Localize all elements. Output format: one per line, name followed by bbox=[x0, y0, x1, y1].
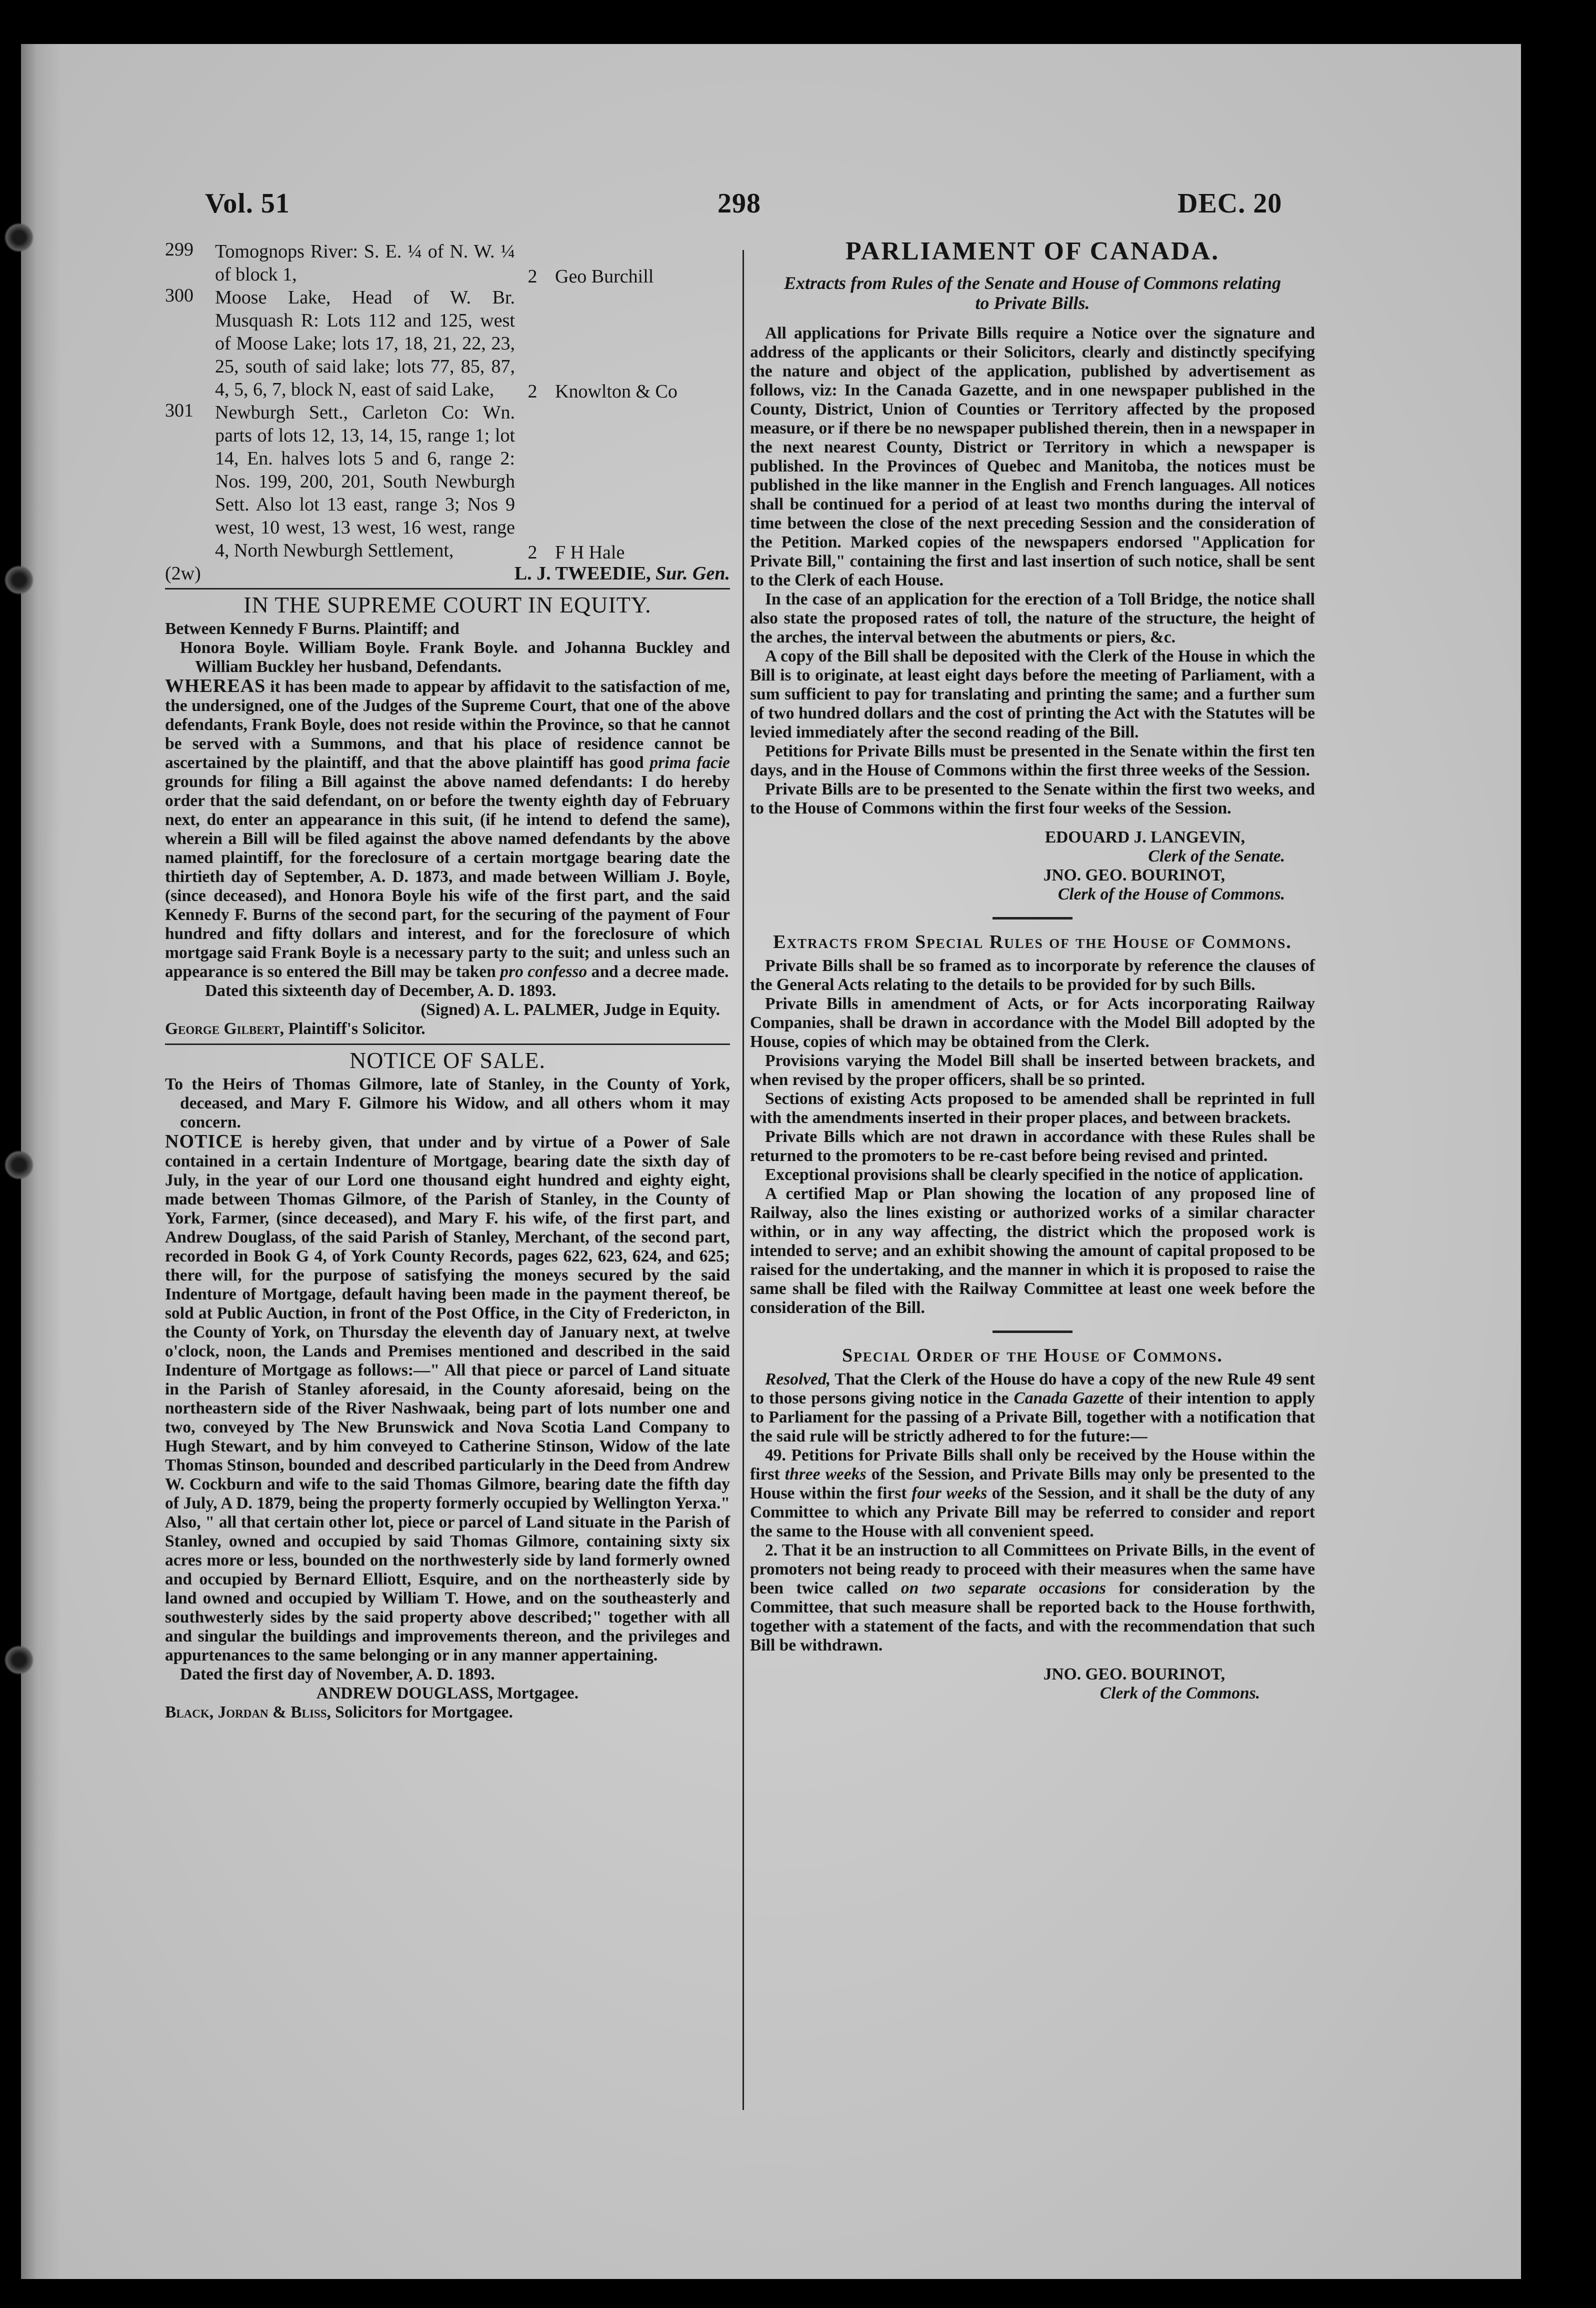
notice-text: is hereby given, that under and by virtue of a Power of Sale contained in a certain Indenture of Mortgage, bearing date the sixth day of July, in the year of our Lord one thousand eight hundred and eighty eight, made between Thomas Gilmore, of the Parish of Stanley, in the County of York, Farmer, (since deceased), and Mary F. his wife, of the first part, and Andrew Douglass, of the said Parish of Stanley, Merchant, of the second part, recorded in Book G 4, of York County Records, pages 622, 623, 624, and 625; there will, for the purpose of satisfying the moneys secured by the said Indenture of Mortgage, default having been made in the payment thereof, be sold at Public Auction, in front of the Post Office, in the City of Fredericton, in the County of York, on Thursday the eleventh day of January next, at twelve o'clock, noon, the Lands and Premises mentioned and described in the said Indenture of Mortgage as follows:—" All that piece or parcel of Land situate in the Parish of Stanley aforesaid, in the County aforesaid, being on the northeastern side of the River Nashwaak, being part of lots number one and two, conveyed by The New Brunswick and Nova Scotia Land Company to Hugh Stewart, and by him conveyed to Catherine Stinson, Widow of the late Thomas Stinson, bounded and described particularly in the Deed from Andrew W. Cockburn and wife to the said Thomas Gilmore, bearing date the fifth day of July, A D. 1879, being the property formerly occupied by Wellington Yerxa." Also, " all that certain other lot, piece or parcel of Land situate in the Parish of Stanley, owned and occupied by said Thomas Gilmore, containing sixty six acres more or less, bounded on the northwesterly side by land formerly owned and occupied by Bernard Elliott, Esquire, and on the northeasterly side by land owned and occupied by William T. Howe, and on the southeasterly and southwesterly sides by the said property above described;" together with all and singular the buildings and improvements thereon, and the privileges and appurtenances to the same belonging or in any manner appertaining. bbox=[165, 1133, 730, 1664]
special-rule: Sections of existing Acts proposed to be amended shall be reprinted in full with the amendments inserted in their proper places, and between brackets. bbox=[750, 1090, 1315, 1127]
private-bill-rule: All applications for Private Bills require a Notice over the signature and address of the applicants or their Solicitors, clearly and distinctly specifying the nature and object of the application, published by advertisement as follows, viz: In the Canada Gazette, and in one newspaper published in the County, District, Union of Counties or Territory affected by the proposed measure, or if there be no newspaper published therein, then in a newspaper in the next nearest County, District or Territory in which a newspaper is published. In the Provinces of Quebec and Manitoba, the notices must be published in the like manner in the English and French languages. All notices shall be continued for a period of at least two months during the interval of time between the close of the next preceding Session and the consideration of the Petition. Marked copies of the newspapers endorsed "Application for Private Bill," containing the first and last insertion of such notice, shall be sent to the Clerk of each House. bbox=[750, 324, 1315, 590]
rule-49 bbox=[750, 1446, 1315, 1541]
parliament-subtitle: Extracts from Rules of the Senate and House of Commons relating to Private Bills. bbox=[784, 273, 1282, 313]
resolution-text-italic: Canada Gazette bbox=[1014, 1389, 1124, 1408]
rule-2-italic: on two separate occasions bbox=[900, 1579, 1106, 1598]
section-rule bbox=[992, 917, 1072, 920]
rule-49-italic-2: four weeks bbox=[912, 1484, 988, 1502]
notice-of-sale-title: NOTICE OF SALE. bbox=[350, 1048, 546, 1073]
special-rule: A certified Map or Plan showing the location of any proposed line of Railway, also the lines existing or authorized works of a similar character within, or in any way affecting, the district which the proposed work is intended to serve; and an exhibit showing the amount of capital proposed to be raised for the undertaking, and the manner in which it is proposed to raise the same shall be filed with the Railway Committee at least one week before the consideration of the Bill. bbox=[750, 1184, 1315, 1317]
supreme-court-notice bbox=[165, 592, 730, 1038]
rule-49-text-1: 49. Petitions for Private Bills shall only be received by the House within the first bbox=[750, 1446, 1315, 1484]
resolution-text-2: of their intention to apply to Parliament for the passing of a Private Bill, together with a notification that the said rule will be strictly adhered to for the future:— bbox=[750, 1389, 1316, 1446]
solicitor-name: George Gilbert, bbox=[165, 1020, 284, 1038]
land-row-number: 300 bbox=[165, 285, 194, 306]
commons-clerk-name: JNO. GEO. BOURINOT, bbox=[1043, 1665, 1225, 1684]
binding-pin-icon bbox=[4, 222, 34, 252]
notice-of-sale bbox=[165, 1048, 730, 1722]
notice-body bbox=[165, 1132, 730, 1665]
rule-2-text-2: for consideration by the Committee, that such measure shall be reported back to the House forthwith, together with a statement of the facts, and with the recommendation that such Bill be withdrawn. bbox=[750, 1579, 1315, 1654]
insertion-code: (2w) bbox=[165, 563, 201, 584]
order-text-3: and a decree made. bbox=[587, 962, 729, 981]
order-text-2: grounds for filing a Bill against the above named defendants: I do hereby order that the said defendant, on or before the twenty eighth day of February next, do enter an appearance in this suit, (if he intend to defend the same), wherein a Bill will be filed against the above named defendants by the above named plaintiff, for the foreclosure of a certain mortgage bearing date the thirtieth day of September, A. D. 1873, and made between William J. Boyle, (since deceased), and Honora Boyle his wife of the first part, and the said Kennedy F. Burns of the second part, for the securing of the payment of Four hundred and fifty dollars and interest, and for the foreclosure of which mortgage said Frank Boyle is a necessary party to the suit; and unless such an appearance is so entered the Bill may be taken bbox=[165, 772, 730, 981]
parties-defendants: Honora Boyle. William Boyle. Frank Boyle. and Johanna Buckley and William Buckley her husband, Defendants. bbox=[180, 638, 730, 676]
surveyor-general-signature bbox=[345, 564, 730, 583]
mortgagee-solicitors bbox=[165, 1703, 730, 1722]
land-list-footer bbox=[165, 564, 730, 583]
plaintiff-solicitor bbox=[165, 1020, 730, 1038]
special-rule: Private Bills which are not drawn in accordance with these Rules shall be returned to the promoters to be re-cast before being revised and printed. bbox=[750, 1128, 1315, 1165]
surveyor-general-title: Sur. Gen. bbox=[656, 563, 730, 584]
land-list bbox=[165, 240, 730, 583]
resolution-text-1: That the Clerk of the House do have a copy of the new Rule 49 sent to those persons giving notice in the bbox=[750, 1370, 1315, 1408]
binding-pin-icon bbox=[4, 565, 34, 595]
resolved-word: Resolved, bbox=[765, 1370, 831, 1388]
binding-pin-icon bbox=[4, 1645, 34, 1675]
private-bill-rule: Private Bills are to be presented to the Senate within the first two weeks, and to the House of Commons within the first four weeks of the Session. bbox=[750, 780, 1315, 818]
order-dated: Dated this sixteenth day of December, A. D. 1893. bbox=[205, 982, 556, 1000]
solicitors-role: Solicitors for Mortgagee. bbox=[330, 1703, 513, 1722]
land-row-description: Tomognops River: S. E. ¼ of N. W. ¼ of block 1, bbox=[215, 241, 515, 285]
private-bill-rule: In the case of an application for the erection of a Toll Bridge, the notice shall also state the proposed rates of toll, the nature of the structure, the height of the arches, the interval between the abutments or piers, &c. bbox=[750, 590, 1315, 646]
right-column bbox=[750, 237, 1316, 2105]
land-row bbox=[165, 401, 730, 562]
column-divider bbox=[742, 250, 744, 2110]
commons-clerk-title: Clerk of the House of Commons. bbox=[1058, 885, 1285, 904]
supreme-court-title: IN THE SUPREME COURT IN EQUITY. bbox=[244, 592, 652, 618]
page-number: 298 bbox=[718, 188, 761, 219]
order-text-italic: prima facie bbox=[650, 754, 730, 772]
notice-dated: Dated the first day of November, A. D. 1893. bbox=[180, 1665, 495, 1684]
order-text-1: it has been made to appear by affidavit to the satisfaction of me, the undersigned, one of the Judges of the Supreme Court, that one of the above defendants, Frank Boyle, does not reside within the Province, so that he cannot be served with a Summons, and that his place of residence cannot be ascertained by the plaintiff, and that the above plaintiff has good bbox=[165, 678, 730, 772]
resolution bbox=[750, 1370, 1315, 1446]
private-bill-rule: A copy of the Bill shall be deposited with the Clerk of the House in which the Bill is to originate, at least eight days before the meeting of Parliament, with a sum sufficient to pay for translating and printing the same; and a further sum of two hundred dollars and the cost of printing the Act with the Statutes will be levied immediately after the second reading of the Bill. bbox=[750, 647, 1315, 742]
rule-49-text-2: of the Session, and Private Bills may only be presented to the House within the first bbox=[750, 1465, 1315, 1502]
judge-signature: (Signed) A. L. PALMER, Judge in Equity. bbox=[420, 1000, 720, 1019]
whereas-word: WHEREAS bbox=[165, 676, 266, 696]
rule-2-text-1: 2. That it be an instruction to all Committees on Private Bills, in the event of promoters not being ready to proceed with their measures when the same have been twice called bbox=[750, 1541, 1315, 1598]
rule-2 bbox=[750, 1541, 1315, 1655]
left-column bbox=[165, 240, 730, 2105]
special-order-title: Special Order of the House of Commons. bbox=[842, 1345, 1223, 1366]
issue-date: DEC. 20 bbox=[1178, 188, 1282, 219]
special-rule: Provisions varying the Model Bill shall be inserted between brackets, and when revised by the proper officers, shall be so printed. bbox=[750, 1052, 1315, 1089]
notice-addressees: To the Heirs of Thomas Gilmore, late of Stanley, in the County of York, deceased, and Mary F. Gilmore his Widow, and all others whom it may concern. bbox=[165, 1075, 730, 1132]
solicitors-name: Black, Jordan & Bliss, bbox=[165, 1703, 331, 1722]
parliament-title: PARLIAMENT OF CANADA. bbox=[845, 237, 1220, 266]
commons-clerk-name: JNO. GEO. BOURINOT, bbox=[1043, 866, 1225, 884]
binding-pin-icon bbox=[4, 1150, 34, 1180]
land-row-number: 301 bbox=[165, 400, 194, 421]
land-row-owner: F H Hale bbox=[555, 542, 625, 563]
special-rule: Exceptional provisions shall be clearly specified in the notice of application. bbox=[765, 1166, 1304, 1184]
senate-clerk-name: EDOUARD J. LANGEVIN, bbox=[1044, 828, 1245, 846]
special-rules-title: Extracts from Special Rules of the House of Commons. bbox=[773, 932, 1292, 952]
commons-clerk-title: Clerk of the Commons. bbox=[1100, 1684, 1260, 1702]
volume-label: Vol. 51 bbox=[205, 188, 290, 219]
special-rule: Private Bills in amendment of Acts, or for Acts incorporating Railway Companies, shall be drawn in accordance with the Model Bill adopted by the House, copies of which may be obtained from the Clerk. bbox=[750, 994, 1315, 1051]
senate-clerk-title: Clerk of the Senate. bbox=[1148, 847, 1285, 866]
solicitor-role: Plaintiff's Solicitor. bbox=[284, 1020, 426, 1038]
land-row-description: Newburgh Sett., Carleton Co: Wn. parts of lots 12, 13, 14, 15, range 1; lot 14, En. halves lots 5 and 6, range 2: Nos. 199, 200, 201, South Newburgh Sett. Also lot 13 east, range 3; Nos 9 west, 10 west, 13 west, 16 west, range 4, North Newburgh Settlement, bbox=[215, 402, 515, 561]
special-rule: Private Bills shall be so framed as to incorporate by reference the clauses of the General Acts relating to the details to be provided for by such Bills. bbox=[750, 956, 1315, 994]
notice-word: NOTICE bbox=[165, 1131, 243, 1152]
section-rule bbox=[992, 1330, 1072, 1333]
mortgagee-signature: ANDREW DOUGLASS, Mortgagee. bbox=[316, 1684, 579, 1702]
land-row-description: Moose Lake, Head of W. Br. Musquash R: Lots 112 and 125, west of Moose Lake; lots 17, 18, 21, 22, 23, 25, south of said lake; lots 77, 85, 87, 4, 5, 6, 7, block N, east of said Lake, bbox=[215, 287, 515, 400]
private-bill-rule: Petitions for Private Bills must be presented in the Senate within the first ten days, and in the House of Commons within the first three weeks of the Session. bbox=[750, 742, 1315, 780]
surveyor-general-name: L. J. TWEEDIE, bbox=[514, 563, 651, 584]
land-row bbox=[165, 240, 730, 286]
land-row-owner: Geo Burchill bbox=[555, 266, 654, 287]
order-text-italic-2: pro confesso bbox=[500, 962, 588, 981]
land-row-number: 299 bbox=[165, 239, 194, 260]
rule-49-italic-1: three weeks bbox=[784, 1465, 866, 1484]
land-row-quantity: 2 bbox=[528, 542, 538, 563]
order-body bbox=[165, 676, 730, 982]
rule-49-text-3: of the Session, and it shall be the duty of any Committee to which any Private Bill may be referred to consider and report the same to the House with all convenient speed. bbox=[750, 1484, 1315, 1540]
section-rule bbox=[165, 1044, 730, 1045]
section-rule bbox=[165, 588, 730, 590]
land-row-quantity: 2 bbox=[528, 381, 538, 402]
land-row-quantity: 2 bbox=[528, 266, 538, 287]
land-row-owner: Knowlton & Co bbox=[555, 381, 678, 402]
land-row bbox=[165, 286, 730, 401]
parties-plaintiff: Between Kennedy F Burns. Plaintiff; and bbox=[165, 620, 460, 638]
